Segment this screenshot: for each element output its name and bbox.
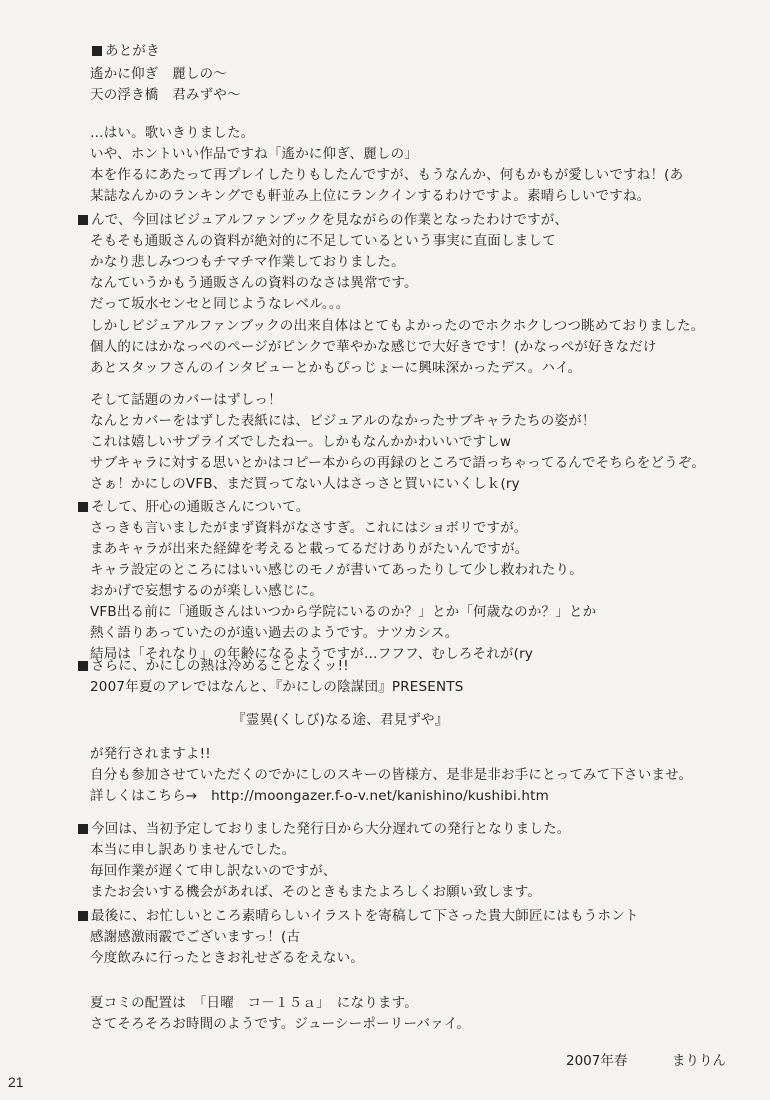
text-line: VFB出る前に「通販さんはいつから学院にいるのか？」とか「何歳なのか？」とか [90,604,597,620]
url-line: 詳しくはこちら→ http://moongazer.f-o-v.net/kanishino/kushibi.htm [90,788,549,804]
bullet-square-icon [78,502,88,512]
book-title: 『霊異(くしび)なる途、君見ずや』 [232,712,449,728]
bullet-square-icon [78,911,88,921]
text-line: さっきも言いましたがまず資料がなさすぎ。これにはショボリですが。 [90,520,528,536]
text-line: 2007年夏のアレではなんと、『かにしの陰謀団』PRESENTS [90,679,464,695]
text-line: なんとカバーをはずした表紙には、ビジュアルのなかったサブキャラたちの姿が！ [90,413,596,429]
text-line: 遙かに仰ぎ 麗しの～ [90,66,227,82]
text-line: 結局は「それなり」の年齢になるようですが…フフフ、むしろそれが(ry [90,646,534,662]
text-line: いや、ホントいい作品ですね「遙かに仰ぎ、麗しの」 [90,146,418,162]
paragraph-start: さらに、かにしの熱は冷めることなくッ!! [78,657,349,675]
bullet-square-icon [78,661,88,671]
signature-author: まりりん [672,1053,726,1069]
text-line: 某誌なんかのランキングでも軒並み上位にランクインするわけですよ。素晴らしいですね。 [90,188,651,204]
text-line: まあキャラが出来た経緯を考えると載ってるだけありがたいんですが。 [90,541,529,557]
text-line: 熱く語りあっていたのが遠い過去のようです。ナツカシス。 [90,625,459,641]
text-line: これは嬉しいサプライズでしたねー。しかもなんかかわいいですしw [90,434,512,450]
bullet-square-icon [78,824,88,834]
paragraph-start: んで、今回はビジュアルファンブックを見ながらの作業となったわけですが、 [78,211,568,229]
text-line: 自分も参加させていただくのでかにしのスキーの皆様方、是非是非お手にとってみて下さいませ。 [90,767,693,783]
text-line: 夏コミの配置は 「日曜 コ－１５ａ」 になります。 [90,995,418,1011]
afterword-heading: あとがき [92,42,160,60]
text-line: さぁ！かにしのVFB、まだ買ってない人はさっさと買いにいくしｋ(ry [90,476,520,492]
text-line: さてそろそろお時間のようです。ジューシーポーリーバァイ。 [90,1016,471,1032]
signature-date: 2007年春 [566,1053,628,1069]
text-line: キャラ設定のところにはいい感じのモノが書いてあったりして少し救われたり。 [90,562,583,578]
paragraph-start: 今回は、当初予定しておりました発行日から大分遅れての発行となりました。 [78,820,571,838]
paragraph-start: そして、肝心の通販さんについて。 [78,498,309,516]
text-line: なんていうかもう通販さんの資料のなさは異常です。 [90,275,418,291]
text-line: サブキャラに対する思いとかはコピー本からの再録のところで語っちゃってるんでそちらをどうぞ。 [90,455,706,471]
text-line: 個人的にはかなっぺのページがピンクで華やかな感じで大好きです！(かなっぺが好きなだけ [90,339,657,355]
page-number: 21 [8,1074,24,1090]
paragraph-start: 最後に、お忙しいところ素晴らしいイラストを寄稿して下さった貴大師匠にはもうホント [78,907,639,925]
text-line: またお会いする機会があれば、そのときもまたよろしくお願い致します。 [90,884,542,900]
text-line: 感謝感激雨霰でございますっ！(古 [90,929,301,945]
text-line: 今度飲みに行ったときお礼せざるをえない。 [90,950,364,966]
text-line: 本当に申し訳ありませんでした。 [90,842,296,858]
text-line: おかげで妄想するのが楽しい感じに。 [90,583,323,599]
text-line: 毎回作業が遅くて申し訳ないのですが、 [90,863,337,879]
text-line: 天の浮き橋 君みずや～ [90,87,241,103]
text-line: そして話題のカバーはずしっ！ [90,392,282,408]
text-line: あとスタッフさんのインタビューとかもぴっじょーに興味深かったデス。ハイ。 [90,360,582,376]
text-line: かなり悲しみつつもチマチマ作業しておりました。 [90,254,405,270]
text-line: 本を作るにあたって再プレイしたりもしたんですが、もうなんか、何もかもが愛しいですね！(あ [90,167,684,183]
text-line: が発行されますよ!! [90,746,211,762]
text-line: …はい。歌いきりました。 [90,125,255,141]
text-line: しかしビジュアルファンブックの出来自体はとてもよかったのでホクホクしつつ眺めておりました。 [90,318,705,334]
text-line: そもそも通販さんの資料が絶対的に不足しているという事実に直面しまして [90,233,556,249]
text-line: だって坂水センセと同じようなレベル。。。 [90,296,350,312]
bullet-square-icon [92,46,102,56]
bullet-square-icon [78,215,88,225]
